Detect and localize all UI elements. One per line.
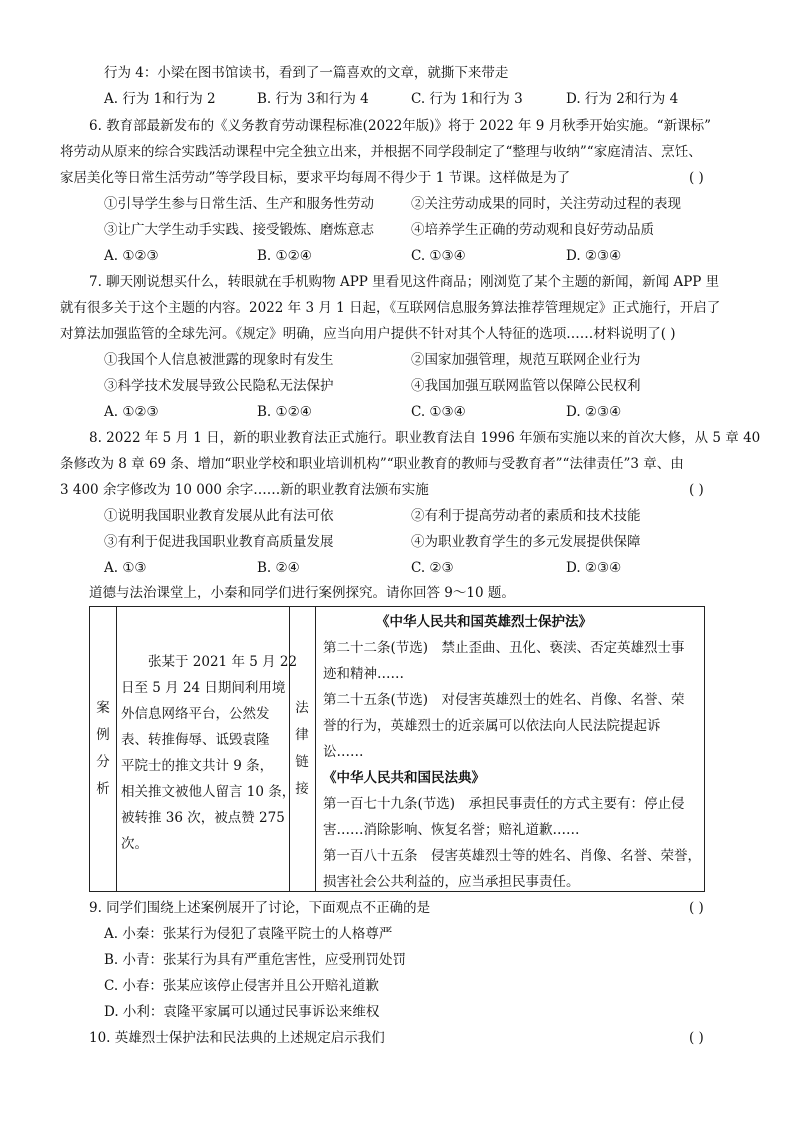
option-a: A. ①③ <box>104 560 147 576</box>
answer-paren: ( ) <box>689 1030 704 1046</box>
answer-paren: ( ) <box>689 900 704 916</box>
option-c: C. ①③④ <box>411 404 466 420</box>
question-6-line-3: 家居美化等日常生活劳动”等学段目标，要求平均每周不得少于 1 节课。这样做是为了 <box>60 170 571 186</box>
law-title: 《中华人民共和国民法典》 <box>323 770 485 786</box>
option-c: C. 小春：张某应该停止侵害并且公开赔礼道歉 <box>104 978 379 994</box>
behavior-4-text: 行为 4：小梁在图书馆读书，看到了一篇喜欢的文章，就撕下来带走 <box>104 65 509 81</box>
question-7-line-2: 就有很多关于这个主题的内容。2022 年 3 月 1 日起，《互联网信息服务算法推荐管理规定》正式施行，开启了 <box>60 300 721 316</box>
law-title: 《中华人民共和国英雄烈士保护法》 <box>376 614 592 630</box>
question-10-stem: 10. 英雄烈士保护法和民法典的上述规定启示我们 <box>89 1030 385 1046</box>
statement-4: ④培养学生正确的劳动观和良好劳动品质 <box>411 222 654 238</box>
option-c: C. ②③ <box>411 560 454 576</box>
statement-4: ④我国加强互联网监管以保障公民权利 <box>411 378 641 394</box>
statement-1: ①引导学生参与日常生活、生产和服务性劳动 <box>104 196 374 212</box>
option-d: D. 小利：袁隆平家属可以通过民事诉讼来维权 <box>104 1004 380 1020</box>
statement-3: ③科学技术发展导致公民隐私无法保护 <box>104 378 334 394</box>
option-b: B. ②④ <box>257 560 300 576</box>
statement-3: ③有利于促进我国职业教育高质量发展 <box>104 534 334 550</box>
option-a: A. 小秦：张某行为侵犯了袁隆平院士的人格尊严 <box>104 926 393 942</box>
option-c: C. ①③④ <box>411 248 466 264</box>
statement-2: ②有利于提高劳动者的素质和技术技能 <box>411 508 641 524</box>
question-6-line-1: 6. 教育部最新发布的《义务教育劳动课程标准(2022年版)》将于 2022 年 9 月秋季开始实施。“新课标” <box>89 118 711 134</box>
statement-4: ④为职业教育学生的多元发展提供保障 <box>411 534 641 550</box>
option-d: D. ②③④ <box>566 560 622 576</box>
option-a: A. ①②③ <box>104 404 159 420</box>
option-b: B. ①②④ <box>257 404 312 420</box>
question-7-line-3: 对算法加强监管的全球先河。《规定》明确，应当向用户提供不针对其个人特征的选项……材料说明了( ) <box>60 326 676 342</box>
question-7-line-1: 7. 聊天刚说想买什么，转眼就在手机购物 APP 里看见这件商品；刚浏览了某个主题的新闻，新闻 APP 里 <box>89 274 720 290</box>
statement-2: ②关注劳动成果的同时，关注劳动过程的表现 <box>411 196 681 212</box>
answer-paren: ( ) <box>689 482 704 498</box>
option-c: C. 行为 1和行为 3 <box>411 91 523 107</box>
statement-1: ①我国个人信息被泄露的现象时有发生 <box>104 352 334 368</box>
table-divider <box>116 607 117 891</box>
question-8-line-3: 3 400 余字修改为 10 000 余字……新的职业教育法颁布实施 <box>60 482 429 498</box>
option-b: B. ①②④ <box>257 248 312 264</box>
option-a: A. 行为 1和行为 2 <box>104 91 216 107</box>
statement-1: ①说明我国职业教育发展从此有法可依 <box>104 508 334 524</box>
case-table: 案 例 分 析 张某于 2021 年 5 月 22 日至 5 月 24 日期间利用境 外信息网络平台，公然发 表、转推侮辱、诋毁袁隆 平院士的推文共计 9 条， 相关推文被他人留言 10 条， 被转推 36 次，被点赞 275 次。 法 律 链 接 《中华人民共和国英雄烈士保护法》 第二十二条(节选) 禁止歪曲、丑化、亵渎、否定英雄烈士事 迹和精神…… 第二十五条(节选) 对侵害英雄烈士的姓名、肖像、名誉、荣 誉的行为，英雄烈士的近亲属可以依法向人民法院提起诉 讼…… 《中华人民共和国民法典》 第一百七十九条(节选) 承担民事责任的方式主要有：停止侵 害……消除影响、恢复名誉；赔礼道歉…… 第一百八十五条 侵害英雄烈士等的姓名、肖像、名誉、荣誉， 损害社会公共利益的，应当承担民事责任。 <box>89 606 705 892</box>
option-b: B. 行为 3和行为 4 <box>257 91 369 107</box>
question-9-stem: 9. 同学们围绕上述案例展开了讨论，下面观点不正确的是 <box>89 900 431 916</box>
option-a: A. ①②③ <box>104 248 159 264</box>
answer-paren: ( ) <box>689 170 704 186</box>
question-8-line-2: 条修改为 8 章 69 条、增加“职业学校和职业培训机构”“职业教育的教师与受教育者”“法律责任”3 章、由 <box>60 456 684 472</box>
option-b: B. 小青：张某行为具有严重危害性，应受刑罚处罚 <box>104 952 407 968</box>
question-6-line-2: 将劳动从原来的综合实践活动课程中完全独立出来，并根据不同学段制定了“整理与收纳”“家庭清洁、烹饪、 <box>60 144 702 160</box>
case-intro: 道德与法治课堂上，小秦和同学们进行案例探究。请你回答 9～10 题。 <box>89 585 515 601</box>
option-d: D. ②③④ <box>566 404 622 420</box>
option-d: D. 行为 2和行为 4 <box>566 91 679 107</box>
option-d: D. ②③④ <box>566 248 622 264</box>
statement-2: ②国家加强管理，规范互联网企业行为 <box>411 352 641 368</box>
table-divider <box>315 607 316 891</box>
question-8-line-1: 8. 2022 年 5 月 1 日，新的职业教育法正式施行。职业教育法自 1996 年颁布实施以来的首次大修，从 5 章 40 <box>89 430 761 446</box>
statement-3: ③让广大学生动手实践、接受锻炼、磨炼意志 <box>104 222 374 238</box>
